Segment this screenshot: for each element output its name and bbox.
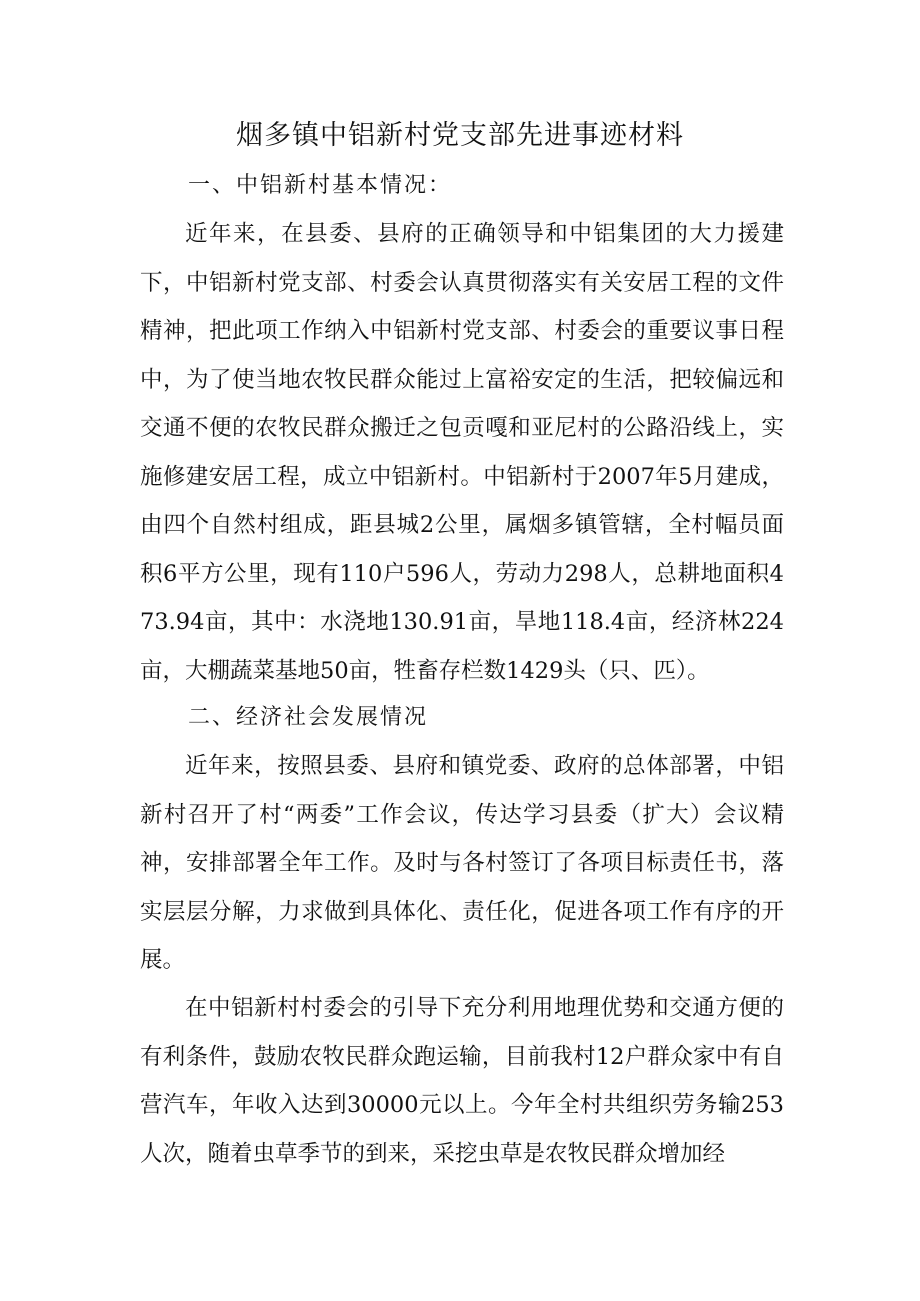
paragraph-transport-income: 在中铝新村村委会的引导下充分利用地理优势和交通方便的有利条件，鼓励农牧民群众跑运输，目前我村12户群众家中有自营汽车，年收入达到30000元以上。今年全村共组织劳务输253人次，随着虫草季节的到来，采挖虫草是农牧民群众增加经 xyxy=(140,995,784,1167)
section-heading-basic-situation: 一、中铝新村基本情况： xyxy=(188,173,453,198)
paragraph-economic-deployment: 近年来，按照县委、县府和镇党委、政府的总体部署，中铝新村召开了村“两委”工作会议，传达学习县委（扩大）会议精神，安排部署全年工作。及时与各村签订了各项目标责任书，落实层层分解，力求做到具体化、责任化，促进各项工作有序的开展。 xyxy=(140,753,784,973)
document-title: 烟多镇中铝新村党支部先进事迹材料 xyxy=(236,120,684,151)
section-heading-economic-development: 二、经济社会发展情况 xyxy=(188,705,429,730)
paragraph-basic-situation: 近年来，在县委、县府的正确领导和中铝集团的大力援建下，中铝新村党支部、村委会认真贯彻落实有关安居工程的文件精神，把此项工作纳入中铝新村党支部、村委会的重要议事日程中，为了使当地农牧民群众能过上富裕安定的生活，把较偏远和交通不便的农牧民群众搬迁之包贡嘎和亚尼村的公路沿线上，实施修建安居工程，成立中铝新村。中铝新村于2007年5月建成，由四个自然村组成，距县城2公里，属烟多镇管辖，全村幅员面积6平方公里，现有110户596人，劳动力298人，总耕地面积473.94亩，其中：水浇地130.91亩，旱地118.4亩，经济林224亩，大棚蔬菜基地50亩，牲畜存栏数1429头（只、匹）。 xyxy=(140,221,784,684)
